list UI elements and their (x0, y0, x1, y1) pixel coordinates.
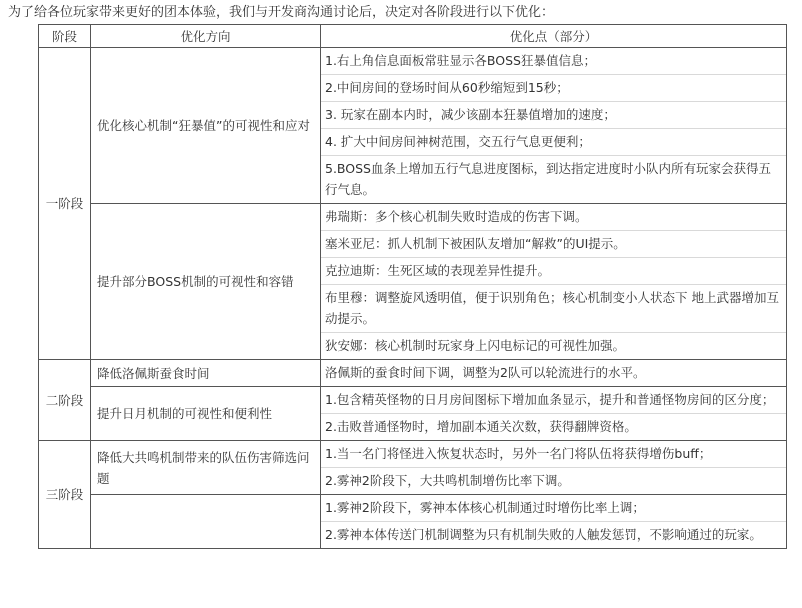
stage-cell: 三阶段 (39, 441, 91, 549)
direction-cell: 降低大共鸣机制带来的队伍伤害筛选问题 (91, 441, 321, 495)
point-item: 2.击败普通怪物时，增加副本通关次数，获得翻牌资格。 (325, 419, 637, 434)
points-cell (321, 495, 787, 549)
point-item: 塞米亚尼：抓人机制下被困队友增加“解救”的UI提示。 (321, 231, 786, 258)
point-item: 2.中间房间的登场时间从60秒缩短到15秒； (321, 75, 786, 102)
intro-text: 为了给各位玩家带来更好的团本体验，我们与开发商沟通讨论后，决定对各阶段进行以下优化： (8, 5, 555, 20)
point-item: 4. 扩大中间房间神树范围，交五行气息更便利； (321, 129, 786, 156)
direction-cell: 提升日月机制的可视性和便利性 (91, 387, 321, 441)
points-cell (321, 48, 787, 204)
point-item: 3. 玩家在副本内时，减少该副本狂暴值增加的速度； (321, 102, 786, 129)
table-row (39, 360, 787, 387)
point-item: 克拉迪斯：生死区域的表现差异性提升。 (321, 258, 786, 285)
point-item: 1.当一名门将怪进入恢复状态时，另外一名门将队伍将获得增伤buff； (321, 441, 786, 468)
header-points: 优化点（部分） (321, 25, 787, 48)
points-cell (321, 360, 787, 387)
point-item: 2.雾神2阶段下，大共鸣机制增伤比率下调。 (325, 473, 570, 488)
table-row (39, 48, 787, 204)
point-item: 1.包含精英怪物的日月房间图标下增加血条显示，提升和普通怪物房间的区分度； (321, 387, 786, 414)
table-row (39, 204, 787, 360)
optimization-table (38, 24, 787, 549)
point-item: 洛佩斯的蚕食时间下调，调整为2队可以轮流进行的水平。 (325, 365, 646, 380)
point-item: 布里穆：调整旋风透明值，便于识别角色；核心机制变小人状态下 地上武器增加互动提示。 (321, 285, 786, 333)
point-item: 5.BOSS血条上增加五行气息进度图标，到达指定进度时小队内所有玩家会获得五行气息。 (325, 161, 771, 197)
point-item: 弗瑞斯：多个核心机制失败时造成的伤害下调。 (321, 204, 786, 231)
points-cell (321, 387, 787, 441)
table-row (39, 441, 787, 495)
direction-cell: 提升部分BOSS机制的可视性和容错 (91, 204, 321, 360)
header-stage: 阶段 (39, 25, 91, 48)
table-header-row (39, 25, 787, 48)
points-cell (321, 204, 787, 360)
header-direction: 优化方向 (91, 25, 321, 48)
direction-cell (91, 495, 321, 549)
direction-cell: 降低洛佩斯蚕食时间 (91, 360, 321, 387)
point-item: 2.雾神本体传送门机制调整为只有机制失败的人触发惩罚，不影响通过的玩家。 (325, 527, 762, 542)
direction-cell: 优化核心机制“狂暴值”的可视性和应对 (91, 48, 321, 204)
point-item: 1.雾神2阶段下，雾神本体核心机制通过时增伤比率上调； (321, 495, 786, 522)
point-item: 1.右上角信息面板常驻显示各BOSS狂暴值信息； (321, 48, 786, 75)
table-row (39, 387, 787, 441)
stage-cell: 一阶段 (39, 48, 91, 360)
stage-cell: 二阶段 (39, 360, 91, 441)
points-cell (321, 441, 787, 495)
table-row (39, 495, 787, 549)
point-item: 狄安娜：核心机制时玩家身上闪电标记的可视性加强。 (325, 338, 626, 353)
